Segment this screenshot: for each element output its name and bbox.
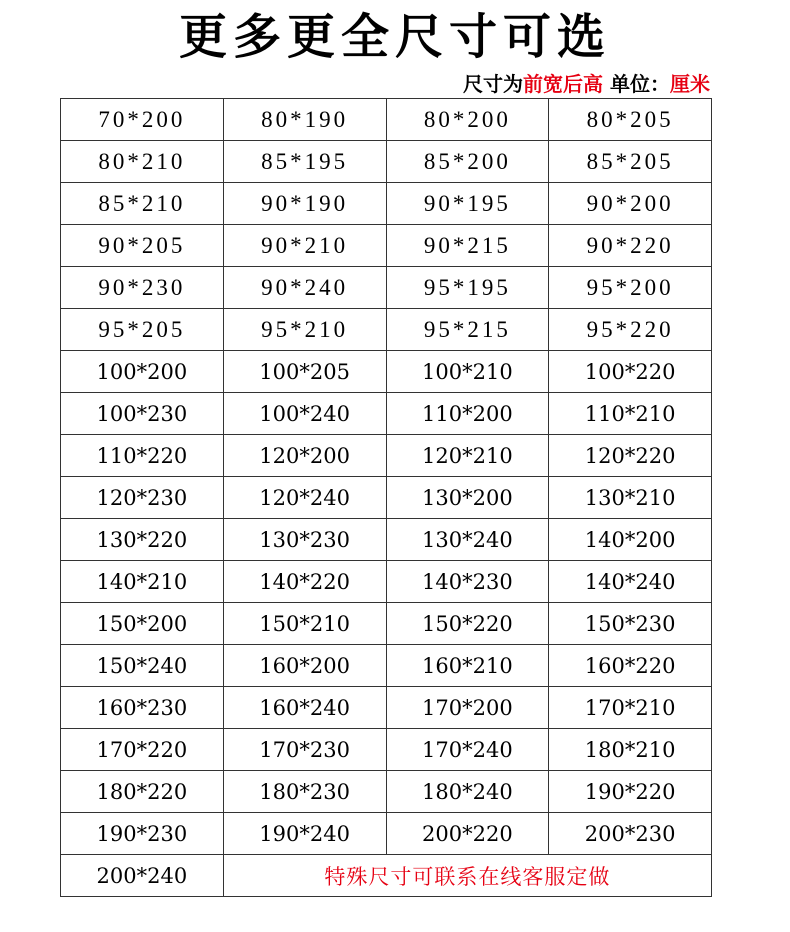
size-cell: 100*220 xyxy=(549,351,712,393)
size-cell: 130*230 xyxy=(223,519,386,561)
size-cell: 130*210 xyxy=(549,477,712,519)
size-table-row xyxy=(61,393,712,435)
size-cell: 170*230 xyxy=(223,729,386,771)
size-cell: 160*230 xyxy=(61,687,224,729)
size-table-row xyxy=(61,645,712,687)
size-cell: 90*190 xyxy=(223,183,386,225)
size-cell: 200*230 xyxy=(549,813,712,855)
size-cell: 150*230 xyxy=(549,603,712,645)
size-table-row xyxy=(61,267,712,309)
size-table-body xyxy=(61,99,712,897)
size-table xyxy=(60,98,712,897)
size-cell: 120*200 xyxy=(223,435,386,477)
size-cell: 140*230 xyxy=(386,561,549,603)
size-cell: 190*240 xyxy=(223,813,386,855)
size-cell: 95*215 xyxy=(386,309,549,351)
size-table-row xyxy=(61,309,712,351)
size-cell: 90*205 xyxy=(61,225,224,267)
size-cell: 110*200 xyxy=(386,393,549,435)
size-cell: 95*200 xyxy=(549,267,712,309)
unit-note-unit-value: 厘米 xyxy=(670,72,710,96)
size-cell: 160*220 xyxy=(549,645,712,687)
unit-note-prefix: 尺寸为 xyxy=(463,72,524,96)
size-cell: 200*240 xyxy=(61,855,224,897)
size-cell: 90*195 xyxy=(386,183,549,225)
size-table-row xyxy=(61,687,712,729)
size-cell: 80*210 xyxy=(61,141,224,183)
size-table-row xyxy=(61,771,712,813)
size-table-row xyxy=(61,183,712,225)
size-cell: 100*205 xyxy=(223,351,386,393)
size-table-row xyxy=(61,225,712,267)
size-cell: 180*240 xyxy=(386,771,549,813)
size-cell: 190*230 xyxy=(61,813,224,855)
size-cell: 160*210 xyxy=(386,645,549,687)
size-table-row xyxy=(61,813,712,855)
size-cell: 170*220 xyxy=(61,729,224,771)
size-cell: 150*200 xyxy=(61,603,224,645)
size-cell: 130*200 xyxy=(386,477,549,519)
size-cell: 70*200 xyxy=(61,99,224,141)
size-cell: 140*240 xyxy=(549,561,712,603)
size-table-row xyxy=(61,729,712,771)
size-cell: 180*230 xyxy=(223,771,386,813)
page-title: 更多更全尺寸可选 xyxy=(178,9,611,65)
size-cell: 95*195 xyxy=(386,267,549,309)
size-cell: 110*210 xyxy=(549,393,712,435)
size-cell: 85*195 xyxy=(223,141,386,183)
size-cell: 80*205 xyxy=(549,99,712,141)
size-cell: 120*220 xyxy=(549,435,712,477)
size-cell: 90*230 xyxy=(61,267,224,309)
size-cell: 160*240 xyxy=(223,687,386,729)
custom-size-note: 特殊尺寸可联系在线客服定做 xyxy=(223,855,711,897)
size-table-row xyxy=(61,603,712,645)
size-cell: 95*220 xyxy=(549,309,712,351)
size-table-last-row xyxy=(61,855,712,897)
size-cell: 85*205 xyxy=(549,141,712,183)
size-cell: 80*200 xyxy=(386,99,549,141)
size-cell: 180*210 xyxy=(549,729,712,771)
size-cell: 90*220 xyxy=(549,225,712,267)
size-cell: 100*240 xyxy=(223,393,386,435)
size-cell: 140*200 xyxy=(549,519,712,561)
size-cell: 130*240 xyxy=(386,519,549,561)
size-cell: 150*210 xyxy=(223,603,386,645)
size-cell: 85*210 xyxy=(61,183,224,225)
size-table-row xyxy=(61,519,712,561)
size-cell: 95*210 xyxy=(223,309,386,351)
size-cell: 200*220 xyxy=(386,813,549,855)
size-cell: 100*210 xyxy=(386,351,549,393)
size-table-row xyxy=(61,351,712,393)
size-cell: 150*240 xyxy=(61,645,224,687)
unit-note-unit-label: 单位： xyxy=(610,72,670,96)
size-cell: 95*205 xyxy=(61,309,224,351)
size-cell: 170*240 xyxy=(386,729,549,771)
size-cell: 130*220 xyxy=(61,519,224,561)
size-cell: 150*220 xyxy=(386,603,549,645)
size-table-row xyxy=(61,477,712,519)
size-cell: 120*240 xyxy=(223,477,386,519)
size-cell: 110*220 xyxy=(61,435,224,477)
size-cell: 170*200 xyxy=(386,687,549,729)
size-cell: 85*200 xyxy=(386,141,549,183)
size-cell: 190*220 xyxy=(549,771,712,813)
size-table-row xyxy=(61,435,712,477)
size-cell: 140*220 xyxy=(223,561,386,603)
size-table-row xyxy=(61,141,712,183)
size-cell: 100*230 xyxy=(61,393,224,435)
unit-note-dimension-order: 前宽后高 xyxy=(523,72,604,96)
size-cell: 90*240 xyxy=(223,267,386,309)
size-cell: 160*200 xyxy=(223,645,386,687)
size-cell: 100*200 xyxy=(61,351,224,393)
size-table-row xyxy=(61,561,712,603)
size-cell: 90*210 xyxy=(223,225,386,267)
size-table-row xyxy=(61,99,712,141)
size-cell: 80*190 xyxy=(223,99,386,141)
unit-note xyxy=(463,70,710,98)
size-cell: 140*210 xyxy=(61,561,224,603)
size-cell: 120*210 xyxy=(386,435,549,477)
size-cell: 180*220 xyxy=(61,771,224,813)
size-cell: 170*210 xyxy=(549,687,712,729)
size-cell: 90*215 xyxy=(386,225,549,267)
size-cell: 90*200 xyxy=(549,183,712,225)
size-cell: 120*230 xyxy=(61,477,224,519)
